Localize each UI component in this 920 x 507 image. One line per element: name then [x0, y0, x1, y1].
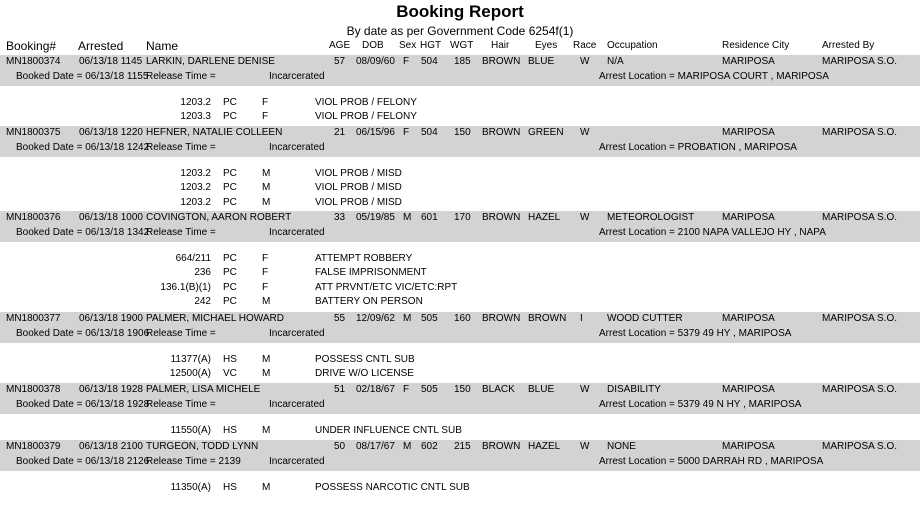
header-occupation: Occupation	[607, 40, 658, 51]
weight: 150	[454, 127, 471, 138]
header-dob: DOB	[362, 40, 384, 51]
charge-code: 1203.2	[180, 182, 211, 194]
charge-description: BATTERY ON PERSON	[315, 295, 423, 307]
charge-type: HS	[223, 354, 237, 365]
booking-number: MN1800374	[6, 56, 61, 67]
person-name: LARKIN, DARLENE DENISE	[146, 56, 275, 67]
charge-type: PC	[223, 111, 237, 123]
custody-status: Incarcerated	[269, 227, 325, 238]
sex: F	[403, 127, 410, 138]
release-time: Release Time =	[146, 227, 216, 238]
eye-color: BLUE	[528, 56, 555, 67]
height: 602	[421, 441, 438, 452]
header-eyes: Eyes	[535, 40, 558, 51]
residence-city: MARIPOSA	[722, 384, 775, 395]
custody-status: Incarcerated	[269, 71, 325, 82]
charge-level: M	[262, 196, 271, 208]
occupation: METEOROLOGIST	[607, 212, 695, 223]
arrested-by: MARIPOSA S.O.	[822, 313, 898, 324]
charge-code: 1203.2	[180, 168, 211, 179]
charge-type: PC	[223, 267, 237, 279]
charge-description: POSSESS CNTL SUB	[315, 354, 415, 365]
charge-description: UNDER INFLUENCE CNTL SUB	[315, 425, 462, 436]
charge-type: PC	[223, 295, 237, 307]
charge-code: 1203.2	[180, 196, 211, 208]
charge-level: M	[262, 368, 271, 380]
date-of-birth: 12/09/62	[356, 313, 395, 324]
charge-code: 11550(A)	[170, 425, 211, 436]
arrested-by: MARIPOSA S.O.	[822, 127, 898, 138]
charge-code: 12500(A)	[169, 368, 211, 380]
residence-city: MARIPOSA	[722, 313, 775, 324]
occupation: DISABILITY	[607, 384, 661, 395]
booked-date: Booked Date = 06/13/18 1906	[16, 328, 150, 339]
booking-number: MN1800377	[6, 313, 61, 324]
charge-level: M	[262, 182, 271, 194]
header-hair: Hair	[491, 40, 510, 51]
charge-code: 236	[194, 267, 211, 279]
charge-code: 242	[194, 295, 211, 307]
race: I	[580, 313, 583, 324]
charge-code: 136.1(B)(1)	[160, 281, 211, 293]
hair-color: BLACK	[482, 384, 515, 395]
arrested-by: MARIPOSA S.O.	[822, 212, 898, 223]
charge-level: M	[262, 425, 271, 436]
arrested-datetime: 06/13/18 1000	[79, 212, 143, 223]
date-of-birth: 05/19/85	[356, 212, 395, 223]
report-subtitle: By date as per Government Code 6254f(1)	[346, 24, 574, 38]
sex: M	[403, 313, 412, 324]
residence-city: MARIPOSA	[722, 212, 775, 223]
charge-type: VC	[223, 368, 237, 380]
race: W	[580, 441, 590, 452]
race: W	[580, 212, 590, 223]
charge-type: PC	[223, 196, 237, 208]
hair-color: BROWN	[482, 56, 521, 67]
age: 57	[334, 56, 346, 67]
charge-level: M	[262, 354, 271, 365]
height: 504	[421, 127, 438, 138]
arrest-location: Arrest Location = 5379 49 N HY , MARIPOSA	[599, 399, 802, 410]
arrested-by: MARIPOSA S.O.	[822, 56, 898, 67]
charge-type: PC	[223, 253, 237, 264]
charge-description: ATTEMPT ROBBERY	[315, 253, 413, 264]
weight: 150	[454, 384, 471, 395]
release-time: Release Time = 2139	[146, 456, 241, 467]
charge-level: F	[262, 111, 269, 123]
release-time: Release Time =	[146, 328, 216, 339]
arrested-datetime: 06/13/18 1220	[79, 127, 143, 138]
person-name: PALMER, LISA MICHELE	[146, 384, 261, 395]
arrested-by: MARIPOSA S.O.	[822, 384, 898, 395]
charge-description: VIOL PROB / FELONY	[315, 111, 417, 123]
sex: M	[403, 212, 412, 223]
header-wgt: WGT	[450, 40, 474, 51]
arrest-location: Arrest Location = PROBATION , MARIPOSA	[599, 142, 797, 153]
charge-code: 11350(A)	[170, 482, 211, 493]
charge-description: VIOL PROB / MISD	[315, 196, 402, 208]
eye-color: BLUE	[528, 384, 555, 395]
release-time: Release Time =	[146, 142, 216, 153]
booking-number: MN1800379	[6, 441, 61, 452]
header-arrested: Arrested	[78, 39, 124, 53]
residence-city: MARIPOSA	[722, 441, 775, 452]
charge-level: M	[262, 295, 271, 307]
charge-type: HS	[223, 482, 237, 493]
height: 601	[421, 212, 438, 223]
person-name: HEFNER, NATALIE COLLEEN	[146, 127, 283, 138]
age: 55	[334, 313, 346, 324]
report-title: Booking Report	[396, 2, 524, 21]
person-name: TURGEON, TODD LYNN	[146, 441, 259, 452]
height: 505	[421, 313, 438, 324]
booking-number: MN1800376	[6, 212, 61, 223]
eye-color: HAZEL	[528, 212, 561, 223]
charge-type: PC	[223, 281, 237, 293]
custody-status: Incarcerated	[269, 456, 325, 467]
charge-description: VIOL PROB / MISD	[315, 182, 402, 194]
custody-status: Incarcerated	[269, 399, 325, 410]
sex: F	[403, 384, 410, 395]
arrested-datetime: 06/13/18 1900	[79, 313, 143, 324]
custody-status: Incarcerated	[269, 328, 325, 339]
booking-number: MN1800375	[6, 127, 61, 138]
weight: 160	[454, 313, 471, 324]
charge-level: F	[262, 281, 269, 293]
booked-date: Booked Date = 06/13/18 1155	[16, 71, 149, 82]
header-age: AGE	[329, 40, 351, 51]
charge-level: F	[262, 97, 269, 108]
weight: 185	[454, 56, 471, 67]
charge-description: DRIVE W/O LICENSE	[315, 368, 414, 380]
sex: M	[403, 441, 412, 452]
release-time: Release Time =	[146, 399, 216, 410]
arrest-location: Arrest Location = 5379 49 HY , MARIPOSA	[599, 328, 792, 339]
arrested-by: MARIPOSA S.O.	[822, 441, 898, 452]
residence-city: MARIPOSA	[722, 56, 775, 67]
charge-level: M	[262, 482, 271, 493]
race: W	[580, 384, 590, 395]
occupation: N/A	[607, 56, 624, 67]
age: 51	[334, 384, 346, 395]
hair-color: BROWN	[482, 212, 521, 223]
charge-description: VIOL PROB / MISD	[315, 168, 402, 179]
charge-type: PC	[223, 97, 237, 108]
charge-description: ATT PRVNT/ETC VIC/ETC:RPT	[315, 281, 458, 293]
eye-color: HAZEL	[528, 441, 561, 452]
header-hgt: HGT	[420, 40, 442, 51]
occupation: NONE	[607, 441, 636, 452]
hair-color: BROWN	[482, 441, 521, 452]
booking-number: MN1800378	[6, 384, 61, 395]
header-name: Name	[146, 39, 179, 53]
date-of-birth: 06/15/96	[356, 127, 395, 138]
charge-description: VIOL PROB / FELONY	[315, 97, 417, 108]
race: W	[580, 56, 590, 67]
weight: 170	[454, 212, 471, 223]
charge-code: 1203.2	[180, 97, 211, 108]
charge-type: PC	[223, 168, 237, 179]
charge-description: FALSE IMPRISONMENT	[315, 267, 427, 279]
eye-color: GREEN	[528, 127, 564, 138]
race: W	[580, 127, 590, 138]
residence-city: MARIPOSA	[722, 127, 775, 138]
arrested-datetime: 06/13/18 1928	[79, 384, 143, 395]
age: 33	[334, 212, 346, 223]
age: 21	[334, 127, 346, 138]
booked-date: Booked Date = 06/13/18 1242	[16, 142, 150, 153]
weight: 215	[454, 441, 471, 452]
charge-description: POSSESS NARCOTIC CNTL SUB	[315, 482, 470, 493]
date-of-birth: 08/17/67	[356, 441, 395, 452]
charge-code: 1203.3	[180, 111, 211, 123]
charge-level: M	[262, 168, 271, 179]
custody-status: Incarcerated	[269, 142, 325, 153]
arrested-datetime: 06/13/18 1145	[79, 56, 143, 67]
person-name: COVINGTON, AARON ROBERT	[146, 212, 292, 223]
header-residence: Residence City	[722, 40, 790, 51]
charge-type: PC	[223, 182, 237, 194]
eye-color: BROWN	[528, 313, 567, 324]
charge-level: F	[262, 253, 269, 264]
occupation: WOOD CUTTER	[607, 313, 683, 324]
release-time: Release Time =	[146, 71, 216, 82]
header-arrested-by: Arrested By	[822, 40, 875, 51]
height: 505	[421, 384, 438, 395]
height: 504	[421, 56, 438, 67]
header-race: Race	[573, 40, 597, 51]
booked-date: Booked Date = 06/13/18 1342	[16, 227, 150, 238]
charge-level: F	[262, 267, 269, 279]
arrest-location: Arrest Location = 2100 NAPA VALLEJO HY , NAPA	[599, 227, 826, 238]
header-booking: Booking#	[6, 39, 57, 53]
hair-color: BROWN	[482, 127, 521, 138]
date-of-birth: 02/18/67	[356, 384, 395, 395]
charge-code: 664/211	[175, 253, 211, 264]
date-of-birth: 08/09/60	[356, 56, 395, 67]
arrest-location: Arrest Location = 5000 DARRAH RD , MARIPOSA	[599, 456, 824, 467]
booked-date: Booked Date = 06/13/18 2126	[16, 456, 150, 467]
person-name: PALMER, MICHAEL HOWARD	[146, 313, 284, 324]
header-sex: Sex	[399, 40, 417, 51]
arrest-location: Arrest Location = MARIPOSA COURT , MARIPOSA	[599, 71, 829, 82]
hair-color: BROWN	[482, 313, 521, 324]
sex: F	[403, 56, 410, 67]
arrested-datetime: 06/13/18 2100	[79, 441, 143, 452]
age: 50	[334, 441, 346, 452]
charge-code: 11377(A)	[170, 354, 211, 365]
booked-date: Booked Date = 06/13/18 1928	[16, 399, 150, 410]
charge-type: HS	[223, 425, 237, 436]
